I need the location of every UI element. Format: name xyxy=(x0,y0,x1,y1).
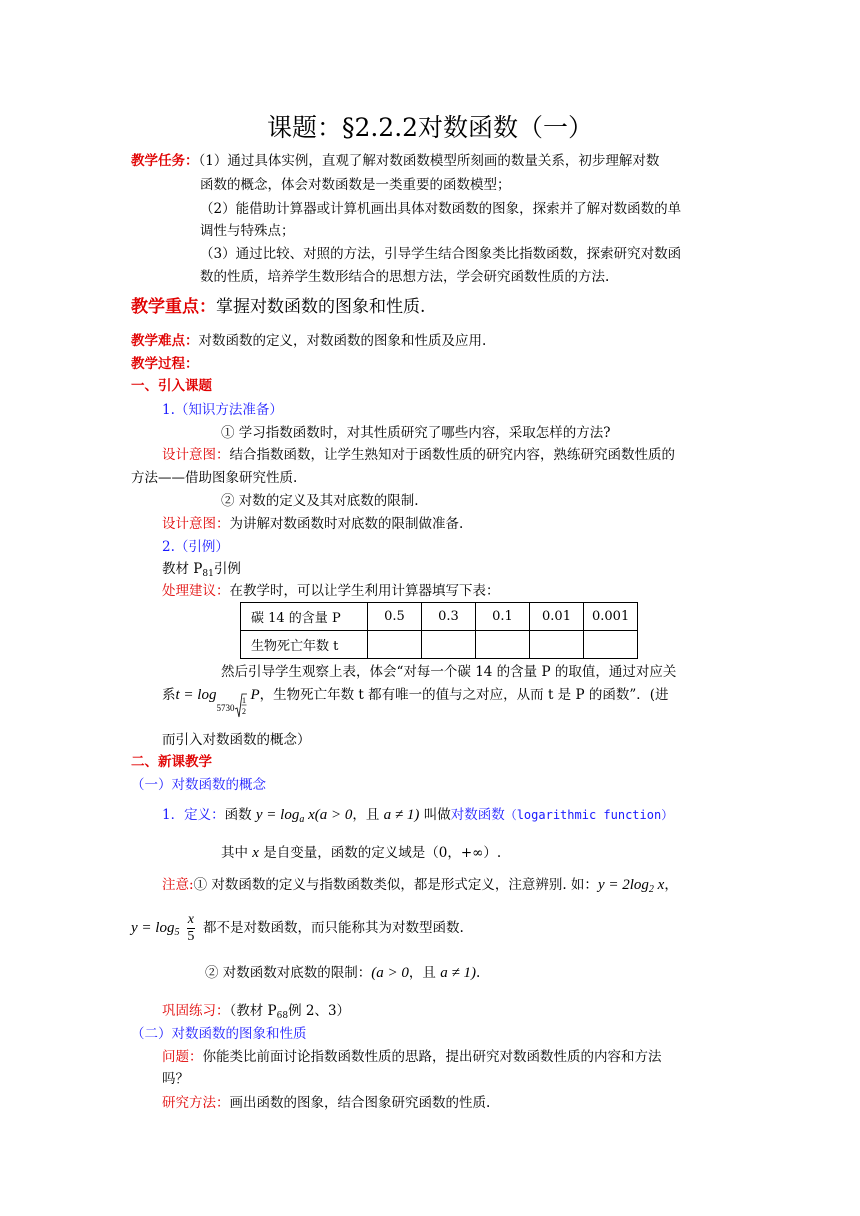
design2-line xyxy=(162,515,463,533)
table-cell: 0.3 xyxy=(422,603,476,631)
task-item-6: 数的性质，培养学生数形结合的思想方法，学会研究函数性质的方法. xyxy=(200,269,610,285)
table-row xyxy=(241,603,638,631)
task-item-1: （1）通过具体实例，直观了解对数函数模型所刻画的数量关系，初步理解对数 xyxy=(198,153,660,169)
note1-math-base: 2 xyxy=(648,884,654,895)
textbook-ref-b: 引例 xyxy=(213,561,241,577)
suggest-text: 在教学时，可以让学生利用计算器填写下表： xyxy=(229,583,500,599)
sqrt-half-icon xyxy=(234,693,248,719)
page-title: 课题：§2.2.2对数函数（一） xyxy=(266,113,594,142)
log-base-number: 5730 xyxy=(216,703,235,713)
table-cell-empty xyxy=(584,631,638,659)
definition-math-a: y = log xyxy=(255,807,300,823)
note3-a: ② 对数函数对底数的限制： xyxy=(205,965,372,981)
design1-text-b: 方法——借助图象研究性质. xyxy=(131,470,298,486)
note3-b: ，且 xyxy=(408,965,441,981)
table-cell-empty xyxy=(476,631,530,659)
practice-a: （教材 P xyxy=(229,1003,277,1019)
design1-line1 xyxy=(162,446,675,464)
difficulty-text: 对数函数的定义，对数函数的图象和性质及应用. xyxy=(198,333,487,349)
note2-text: 都不是对数函数，而只能称其为对数型函数. xyxy=(202,920,464,936)
log-formula: t = log xyxy=(175,687,217,703)
design1-label: 设计意图： xyxy=(162,447,230,463)
table-cell-empty xyxy=(368,631,422,659)
definition-math-c: a ≠ 1) xyxy=(383,807,420,823)
suggest-line xyxy=(162,582,500,600)
practice-line xyxy=(162,1002,350,1025)
table-cell: 0.001 xyxy=(584,603,638,631)
definition-term: 对数函数 xyxy=(450,807,505,823)
method-line xyxy=(162,1094,490,1112)
log-P: P xyxy=(250,687,260,703)
practice-page: 68 xyxy=(276,1011,289,1021)
question-text-a: 你能类比前面讨论指数函数性质的思路，提出研究对数函数性质的内容和方法 xyxy=(202,1049,662,1065)
note1-math-b: x xyxy=(653,877,665,893)
practice-b: 例 2、3） xyxy=(288,1003,351,1019)
note-line-3 xyxy=(205,964,480,982)
note3-math: (a > 0 xyxy=(371,965,409,981)
definition-text-c: 叫做 xyxy=(419,807,451,823)
method-text: 画出函数的图象，结合图象研究函数的性质. xyxy=(229,1095,491,1111)
definition-line xyxy=(162,806,673,829)
svg-text:1: 1 xyxy=(242,696,247,705)
note2-math-base: 5 xyxy=(174,927,180,938)
question-line xyxy=(162,1048,662,1066)
after-table-b xyxy=(162,686,669,719)
key-point-text: 掌握对数函数的图象和性质. xyxy=(216,297,426,317)
table-header-t: 生物死亡年数 t xyxy=(241,631,368,659)
definition-text-a: 函数 xyxy=(224,807,256,823)
table-cell: 0.5 xyxy=(368,603,422,631)
section1-heading: 一、引入课题 xyxy=(131,378,212,394)
after-table-b-1: 系 xyxy=(162,687,176,703)
note-line-1 xyxy=(162,876,678,899)
practice-label: 巩固练习： xyxy=(162,1003,230,1019)
section1-item1-title: 1.（知识方法准备） xyxy=(162,402,283,418)
key-point xyxy=(131,296,425,318)
table-cell: 0.1 xyxy=(476,603,530,631)
note-line-2 xyxy=(131,910,464,951)
carbon-table xyxy=(240,602,638,659)
note2-math: y = log xyxy=(131,920,175,936)
task-label: 教学任务： xyxy=(131,153,199,169)
note1-math: y = 2log xyxy=(597,877,649,893)
question-text-b: 吗？ xyxy=(162,1071,189,1087)
design2-text: 为讲解对数函数时对底数的限制做准备. xyxy=(229,516,464,532)
note1-text: ① 对数函数的定义与指数函数类似，都是形式定义，注意辨别. 如： xyxy=(193,877,598,893)
definition-label: 1．定义： xyxy=(162,807,225,823)
table-cell-empty xyxy=(422,631,476,659)
domain-variable: x xyxy=(252,845,259,861)
table-row xyxy=(241,631,638,659)
domain-text-a: 其中 xyxy=(221,845,253,861)
log-base xyxy=(216,693,248,719)
design2-label: 设计意图： xyxy=(162,516,230,532)
suggest-label: 处理建议： xyxy=(162,583,230,599)
definition-english: （logarithmic function） xyxy=(504,808,674,822)
section1-question1: ① 学习指数函数时，对其性质研究了哪些内容，采取怎样的方法? xyxy=(221,425,611,441)
table-cell-empty xyxy=(530,631,584,659)
task-item-2: 函数的概念，体会对数函数是一类重要的函数模型； xyxy=(200,177,511,193)
after-table-b-2: ，生物死亡年数 t 都有唯一的值与之对应，从而 t 是 P 的函数”．(进 xyxy=(259,687,669,703)
section1-item2-title: 2.（引例） xyxy=(162,539,229,555)
textbook-ref xyxy=(162,560,241,583)
question-label: 问题： xyxy=(162,1049,203,1065)
definition-math-base: a xyxy=(299,814,305,825)
note3-math-b: a ≠ 1) xyxy=(440,965,476,981)
task-item-5: （3）通过比较、对照的方法，引导学生结合图象类比指数函数，探索研究对数函 xyxy=(200,246,682,262)
difficulty xyxy=(131,332,486,350)
task-item-4: 调性与特殊点； xyxy=(200,223,295,239)
textbook-ref-a: 教材 P xyxy=(162,561,203,577)
definition-text-b: ，且 xyxy=(352,807,384,823)
domain-line xyxy=(221,844,501,862)
note2-fraction xyxy=(187,912,195,945)
task-line-1 xyxy=(131,152,659,170)
difficulty-label: 教学难点： xyxy=(131,333,199,349)
definition-math-b: x(a > 0 xyxy=(304,807,353,823)
method-label: 研究方法： xyxy=(162,1095,230,1111)
note3-c: . xyxy=(475,965,481,981)
table-header-p: 碳 14 的含量 P xyxy=(241,603,368,631)
note1-end: ， xyxy=(664,877,678,893)
note2-numerator: x xyxy=(187,912,194,927)
table-cell: 0.01 xyxy=(530,603,584,631)
after-table-c: 而引入对数函数的概念） xyxy=(162,732,311,748)
after-table-a: 然后引导学生观察上表，体会“对每一个碳 14 的含量 P 的取值，通过对应关 xyxy=(221,664,677,680)
section1-question2: ② 对数的定义及其对底数的限制. xyxy=(221,493,419,509)
section2-sub1: （一）对数函数的概念 xyxy=(131,777,266,793)
note-label: 注意: xyxy=(162,877,194,893)
task-item-3: （2）能借助计算器或计算机画出具体对数函数的图象，探索并了解对数函数的单 xyxy=(200,201,682,217)
domain-text-b: 是自变量，函数的定义域是（0，+∞）. xyxy=(258,845,502,861)
section2-sub2: （二）对数函数的图象和性质 xyxy=(131,1026,307,1042)
key-point-label: 教学重点： xyxy=(131,297,216,317)
textbook-ref-page: 81 xyxy=(202,569,214,579)
design1-text-a: 结合指数函数，让学生熟知对于函数性质的研究内容，熟练研究函数性质的 xyxy=(229,447,675,463)
section2-heading: 二、新课教学 xyxy=(131,754,212,770)
process-label: 教学过程： xyxy=(131,356,199,372)
note2-denominator: 5 xyxy=(187,929,195,944)
svg-text:2: 2 xyxy=(242,707,247,716)
